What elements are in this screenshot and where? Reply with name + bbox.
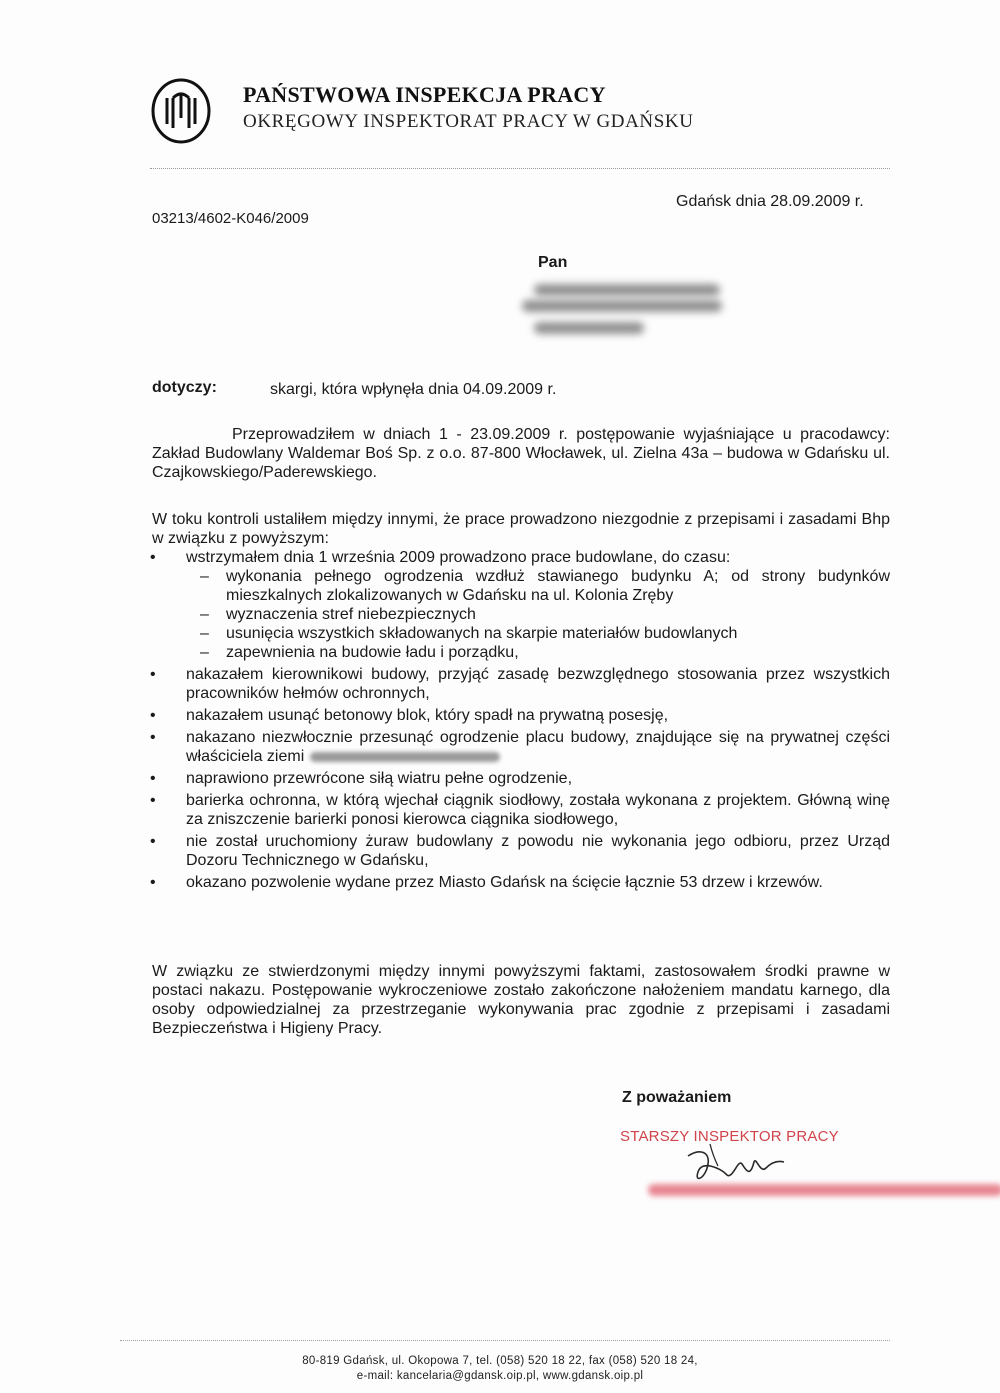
subject-label: dotyczy: [152, 379, 217, 396]
header-divider [150, 168, 890, 169]
organization-name: PAŃSTWOWA INSPEKCJA PRACY [243, 82, 606, 107]
redacted-stamp-name [648, 1184, 1000, 1196]
reference-number: 03213/4602-K046/2009 [152, 210, 309, 227]
sub-list-item: – wyznaczenia stref niebezpiecznych [196, 605, 890, 624]
redacted-address-line [534, 322, 644, 334]
footer-contact: e-mail: kancelaria@gdansk.oip.pl, www.gdansk.oip.pl [356, 1370, 644, 1382]
conclusion-paragraph: W związku ze stwierdzonymi między innymi powyższymi faktami, zastosowałem środki prawne w postaci nakazu. Postępowanie wykroczeniowe zostało zakończone nałożeniem mandatu karnego, dla osoby odpowiedzialnej za przestrzeganie wykonywania prac zgodnie z przepisami i zasadami Bezpieczeństwa i Higieny Pracy. [152, 963, 890, 1037]
list-item: • nakazałem kierownikowi budowy, przyjąć zasadę bezwzględnego stosowania przez wszystkich pracowników hełmów ochronnych, [150, 665, 890, 703]
closing-text: Z poważaniem [622, 1089, 732, 1106]
list-item: • okazano pozwolenie wydane przez Miasto Gdańsk na ścięcie łącznie 53 drzew i krzewów. [150, 873, 890, 892]
list-item: • wstrzymałem dnia 1 września 2009 prowadzono prace budowlane, do czasu: – wykonania pełnego ogrodzenia wzdłuż stawianego budynku A; od strony budynków mieszkalnych zlokalizowanych w Gdańsku na ul. Kolonia Zręby – wyznaczenia stref niebezpiecznych – usunięcia wszystkich składowanych na skarpie materiałów budowlanych – zapewnienia na budowie ładu i porządku, [150, 548, 890, 662]
sub-list-item: – zapewnienia na budowie ładu i porządku, [196, 643, 890, 662]
redacted-name [310, 752, 500, 762]
pip-logo-icon [150, 78, 212, 144]
sub-list [186, 567, 890, 662]
redacted-address-line [522, 300, 722, 312]
sub-list-item: – usunięcia wszystkich składowanych na skarpie materiałów budowlanych [196, 624, 890, 643]
list-item: • naprawiono przewrócone siłą wiatru pełne ogrodzenie, [150, 769, 890, 788]
sub-list-item: – wykonania pełnego ogrodzenia wzdłuż stawianego budynku A; od strony budynków mieszkalnych zlokalizowanych w Gdańsku na ul. Kolonia Zręby [196, 567, 890, 605]
footer-divider [120, 1340, 890, 1341]
subject-text: skargi, która wpłynęła dnia 04.09.2009 r. [270, 381, 557, 398]
addressee-salutation: Pan [538, 254, 568, 271]
redacted-address-line [534, 284, 720, 296]
list-item: • nakazano niezwłocznie przesunąć ogrodzenie placu budowy, znajdujące się na prywatnej części właściciela ziemi [150, 728, 890, 766]
intro-paragraph [152, 425, 890, 482]
intro-text: Przeprowadziłem w dniach 1 - 23.09.2009 r. postępowanie wyjaśniające u pracodawcy: Zakład Budowlany Waldemar Boś Sp. z o.o. 87-800 Włocławek, ul. Zielna 43a – budowa w Gdańsku ul. Czajkowskiego/Paderewskiego. [152, 426, 890, 481]
findings-list [150, 548, 890, 895]
footer-address: 80-819 Gdańsk, ul. Okopowa 7, tel. (058) 520 18 22, fax (058) 520 18 24, [302, 1355, 698, 1367]
list-item: • nie został uruchomiony żuraw budowlany z powodu nie wykonania jego odbioru, przez Urząd Dozoru Technicznego w Gdańsku, [150, 832, 890, 870]
letter-date: Gdańsk dnia 28.09.2009 r. [676, 193, 864, 210]
findings-intro: W toku kontroli ustaliłem między innymi, że prace prowadzono niezgodnie z przepisami i zasadami Bhp w związku z powyższym: [152, 511, 890, 547]
inspector-stamp: STARSZY INSPEKTOR PRACY [620, 1128, 839, 1145]
list-item: • nakazałem usunąć betonowy blok, który spadł na prywatną posesję, [150, 706, 890, 725]
list-item: • barierka ochronna, w którą wjechał ciągnik siodłowy, została wykonana z projektem. Główną winę za zniszczenie barierki ponosi kierowca ciągnika siodłowego, [150, 791, 890, 829]
organization-subtitle: OKRĘGOWY INSPEKTORAT PRACY W GDAŃSKU [243, 111, 694, 132]
